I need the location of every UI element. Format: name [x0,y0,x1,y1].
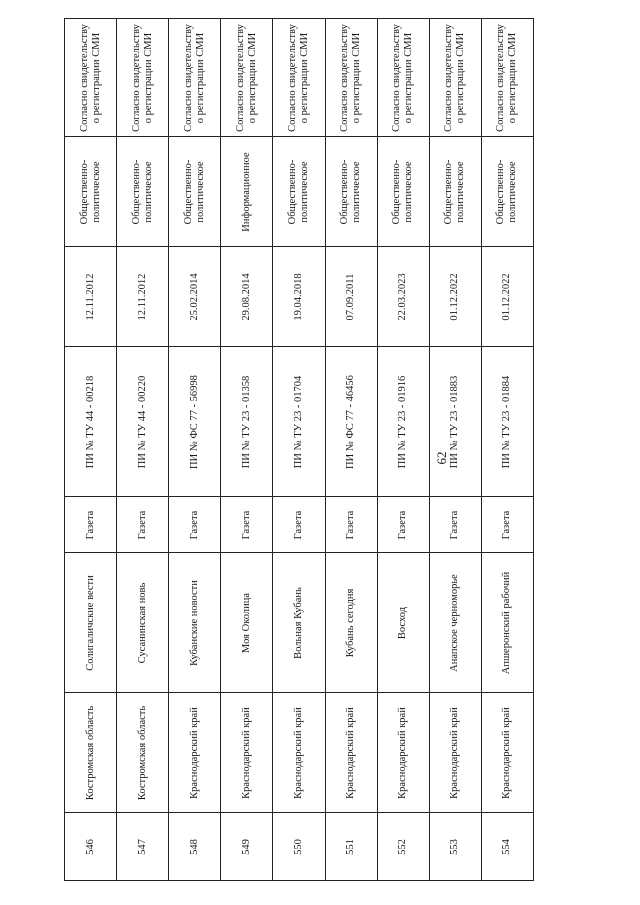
table-cell: 12.11.2012 [65,247,117,347]
table-cell: 01.12.2022 [481,247,533,347]
table-cell: Общественно-политическое [377,137,429,247]
row-title [65,553,534,693]
table-cell: Согласно свидетельству о регистрации СМИ [221,19,273,137]
table-cell: Общественно-политическое [325,137,377,247]
table-cell: Апшеронский рабочий [481,553,533,693]
table-cell: ПИ № ФС 77 - 46456 [325,347,377,497]
row-region [65,693,534,813]
table-cell: Общественно-политическое [169,137,221,247]
table-cell: Костромская область [65,693,117,813]
table-cell: ПИ № ТУ 23 - 01883 [429,347,481,497]
table-cell: 546 [65,813,117,881]
table-cell: Сусанинская новь [117,553,169,693]
table-cell: Газета [325,497,377,553]
row-number [65,813,534,881]
table-cell: Общественно-политическое [65,137,117,247]
table-cell: 19.04.2018 [273,247,325,347]
table-cell: 550 [273,813,325,881]
table-cell: Информационное [221,137,273,247]
table-cell: 554 [481,813,533,881]
table-cell: 551 [325,813,377,881]
table-cell: ПИ № ТУ 23 - 01704 [273,347,325,497]
page-number: 62 [434,451,449,465]
table-cell: 548 [169,813,221,881]
table-cell: 29.08.2014 [221,247,273,347]
table-cell: ПИ № ФС 77 - 56998 [169,347,221,497]
table-cell: Общественно-политическое [481,137,533,247]
table-cell: 07.09.2011 [325,247,377,347]
table-cell: Краснодарский край [325,693,377,813]
table-cell: Газета [377,497,429,553]
row-license [65,347,534,497]
table-cell: ПИ № ТУ 23 - 01916 [377,347,429,497]
row-specialization [65,137,534,247]
table-cell: Краснодарский край [221,693,273,813]
table-cell: Согласно свидетельству о регистрации СМИ [377,19,429,137]
table-cell: Костромская область [117,693,169,813]
table-cell: Газета [273,497,325,553]
table-cell: 549 [221,813,273,881]
table-cell: Согласно свидетельству о регистрации СМИ [117,19,169,137]
table-cell: Общественно-политическое [273,137,325,247]
table-cell: Кубанские новости [169,553,221,693]
table-cell: Кубань сегодня [325,553,377,693]
table-cell: Согласно свидетельству о регистрации СМИ [481,19,533,137]
table-cell: 25.02.2014 [169,247,221,347]
table-cell: Вольная Кубань [273,553,325,693]
table-cell: 01.12.2022 [429,247,481,347]
table-cell: Солигаличские вести [65,553,117,693]
table-cell: 22.03.2023 [377,247,429,347]
table-cell: Восход [377,553,429,693]
table-cell: ПИ № ТУ 23 - 01358 [221,347,273,497]
table-cell: Газета [169,497,221,553]
table-cell: Краснодарский край [481,693,533,813]
table-cell: ПИ № ТУ 44 - 00218 [65,347,117,497]
table-cell: Согласно свидетельству о регистрации СМИ [65,19,117,137]
registry-table [64,18,534,880]
row-type [65,497,534,553]
table-cell: Согласно свидетельству о регистрации СМИ [169,19,221,137]
table-cell: 12.11.2012 [117,247,169,347]
table-cell: Краснодарский край [169,693,221,813]
table-cell: Согласно свидетельству о регистрации СМИ [429,19,481,137]
table-cell: 552 [377,813,429,881]
table-cell: Газета [429,497,481,553]
table-cell: ПИ № ТУ 44 - 00220 [117,347,169,497]
table-cell: Краснодарский край [273,693,325,813]
table-cell: Газета [221,497,273,553]
table-cell: Общественно-политическое [117,137,169,247]
row-note [65,19,534,137]
row-date [65,247,534,347]
table-cell: Краснодарский край [377,693,429,813]
table-cell: Моя Околица [221,553,273,693]
table-cell: ПИ № ТУ 23 - 01884 [481,347,533,497]
table-cell: Анапское черноморье [429,553,481,693]
table-cell: Газета [117,497,169,553]
table-cell: Газета [65,497,117,553]
table-cell: Газета [481,497,533,553]
table-cell: Краснодарский край [429,693,481,813]
table-cell: Согласно свидетельству о регистрации СМИ [273,19,325,137]
table-cell: Согласно свидетельству о регистрации СМИ [325,19,377,137]
table-cell: 553 [429,813,481,881]
table-cell: Общественно-политическое [429,137,481,247]
table-cell: 547 [117,813,169,881]
